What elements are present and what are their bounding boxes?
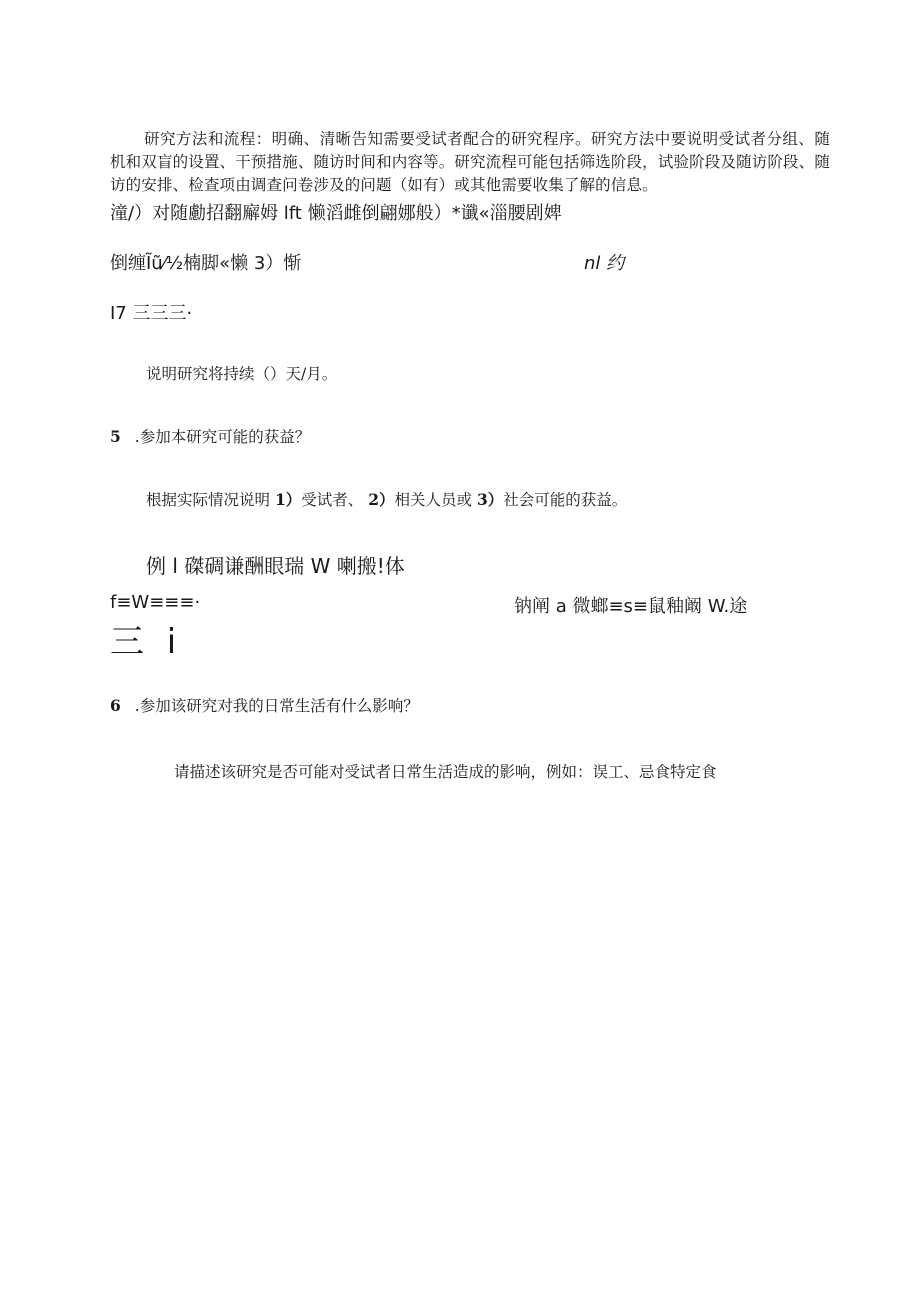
garbled-line: 潼/）对随勴招翻廨姆 lft 懒滔雌倒翩娜般）*谶«淄腰剧婢	[110, 203, 562, 224]
intro-number: 1）	[274, 490, 302, 509]
section-number: 5	[110, 427, 121, 446]
garbled-line: f≡W≡≡≡·	[110, 592, 201, 613]
garbled-line: 三 i	[110, 622, 183, 662]
daily-life-intro: 请描述该研究是否可能对受试者日常生活造成的影响，例如：误工、忌食特定食	[174, 763, 717, 781]
garbled-fragment: nl 约	[584, 253, 625, 274]
intro-text: 相关人员或	[394, 491, 473, 509]
garbled-line: I7 三三三·	[110, 303, 193, 324]
garbled-line: 倒缠Ĩũ⁄½楠脚«懒 3）惭	[110, 253, 302, 274]
section-5-heading	[110, 425, 310, 447]
section-6-heading	[110, 694, 419, 716]
section-number: 6	[110, 696, 121, 715]
garbled-line: 例 l 磔碉谦酬眼瑞 W 喇搬!体	[146, 554, 405, 578]
section-title: .参加该研究对我的日常生活有什么影响？	[134, 697, 419, 715]
intro-number: 3）	[476, 490, 504, 509]
intro-text: 社会可能的获益。	[503, 491, 628, 509]
methods-paragraph: 研究方法和流程：明确、清晰告知需要受试者配合的研究程序。研究方法中要说明受试者分组、随机和双盲的设置、干预措施、随访时间和内容等。研究流程可能包括筛选阶段，试验阶段及随访阶段、随访的安排、检查项由调查问卷涉及的问题（如有）或其他需要收集了解的信息。	[110, 130, 830, 194]
intro-text: 受试者、	[301, 491, 364, 509]
intro-number: 2）	[368, 490, 395, 509]
section-title: .参加本研究可能的获益？	[134, 428, 311, 446]
intro-text: 根据实际情况说明	[146, 491, 271, 509]
garbled-fragment: 钠阐 a 微螂≡s≡鼠釉阚 W.途	[514, 596, 748, 617]
benefit-intro	[146, 488, 627, 510]
duration-statement: 说明研究将持续（）天/月。	[146, 365, 338, 383]
